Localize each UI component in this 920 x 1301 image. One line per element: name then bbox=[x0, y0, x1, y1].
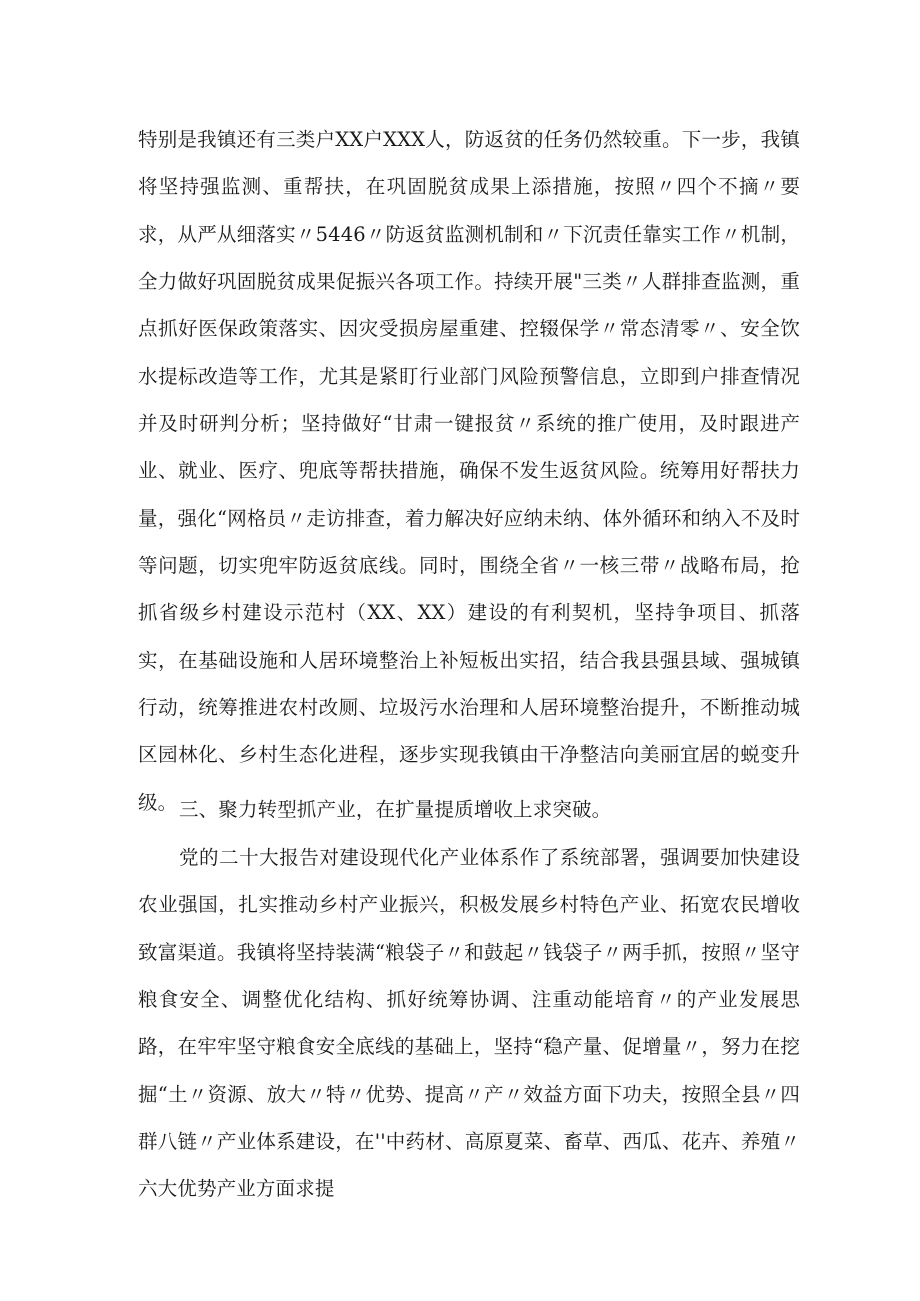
body-paragraph-industry-development: 党的二十大报告对建设现代化产业体系作了系统部署，强调要加快建设农业强国，扎实推动乡村产业振兴，积极发展乡村特色产业、拓宽农民增收致富渠道。我镇将坚持装满“粮袋子〃和鼓起〃钱袋子〃两手抓，按照〃坚守粮食安全、调整优化结构、抓好统筹协调、注重动能培育〃的产业发展思路，在牢牢坚守粮食安全底线的基础上，坚持“稳产量、促增量〃，努力在挖掘“土〃资源、放大〃特〃优势、提高〃产〃效益方面下功夫，按照全县〃四群八链〃产业体系建设，在''中药材、高原夏菜、畜草、西瓜、花卉、养殖〃六大优势产业方面求提 bbox=[138, 846, 800, 1201]
body-paragraph-poverty-monitoring: 特别是我镇还有三类户XX户XXX人，防返贫的任务仍然较重。下一步，我镇将坚持强监测、重帮扶，在巩固脱贫成果上添措施，按照〃四个不摘〃要求，从严从细落实〃5446〃防返贫监测机制和〃下沉责任靠实工作〃机制，全力做好巩固脱贫成果促振兴各项工作。持续开展"三类〃人群排查监测，重点抓好医保政策落实、因灾受损房屋重建、控辍保学〃常态清零〃、安全饮水提标改造等工作，尤其是紧盯行业部门风险预警信息，立即到户排查情况并及时研判分析；坚持做好“甘肃一键报贫〃系统的推广使用，及时跟进产业、就业、医疗、兜底等帮扶措施，确保不发生返贫风险。统筹用好帮扶力量，强化“网格员〃走访排查，着力解决好应纳未纳、体外循环和纳入不及时等问题，切实兜牢防返贫底线。同时，围绕全省〃一核三带〃战略布局，抢抓省级乡村建设示范村（XX、XX）建设的有利契机，坚持争项目、抓落实，在基础设施和人居环境整治上补短板出实招，结合我县强县域、强城镇行动，统筹推进农村改厕、垃圾污水治理和人居环境整治提升，不断推动城区园林化、乡村生态化进程，逐步实现我镇由干净整洁向美丽宜居的蜕变升级。 bbox=[138, 128, 800, 814]
section-heading-industry: 三、聚力转型抓产业，在扩量提质增收上求突破。 bbox=[179, 798, 612, 821]
